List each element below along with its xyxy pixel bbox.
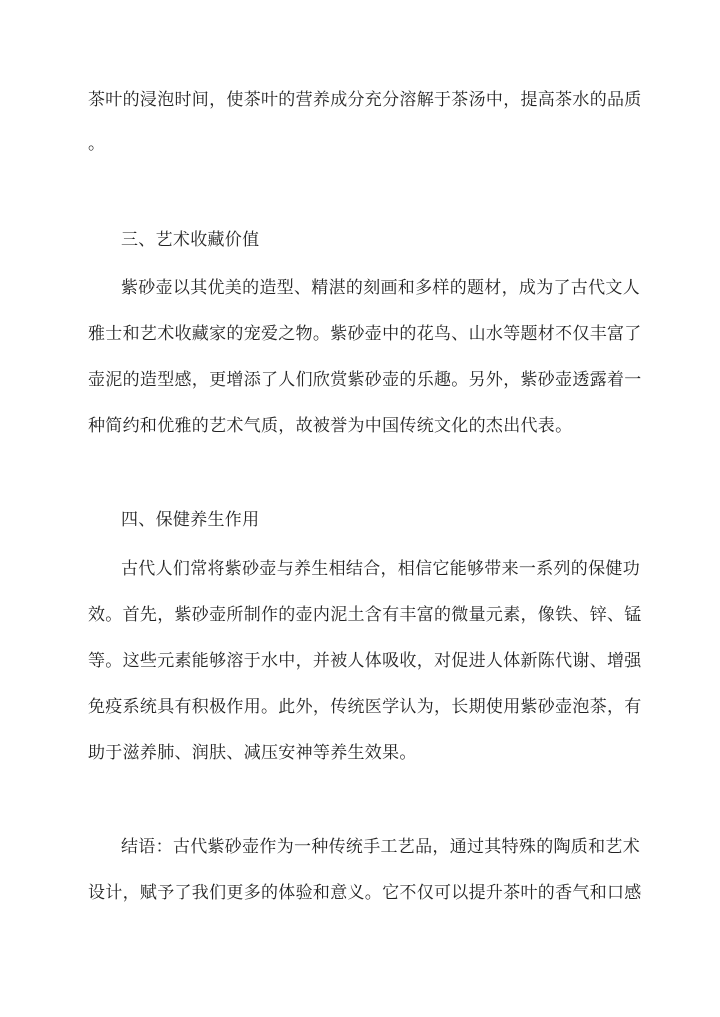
paragraph-line: 设计，赋予了我们更多的体验和意义。它不仅可以提升茶叶的香气和口感	[88, 883, 642, 903]
section-heading: 三、艺术收藏价值	[121, 230, 260, 250]
paragraph-line: 壶泥的造型感，更增添了人们欣赏紫砂壶的乐趣。另外，紫砂壶透露着一	[88, 370, 642, 390]
paragraph-line: 免疫系统具有积极作用。此外，传统医学认为，长期使用紫砂壶泡茶，有	[88, 697, 642, 717]
section-heading: 四、保健养生作用	[121, 510, 260, 530]
paragraph-line: 古代人们常将紫砂壶与养生相结合，相信它能够带来一系列的保健功	[121, 559, 640, 579]
paragraph-line: 紫砂壶以其优美的造型、精湛的刻画和多样的题材，成为了古代文人	[121, 278, 640, 298]
paragraph-line: 。	[88, 134, 106, 154]
paragraph-line: 雅士和艺术收藏家的宠爱之物。紫砂壶中的花鸟、山水等题材不仅丰富了	[88, 324, 642, 344]
paragraph-line: 结语：古代紫砂壶作为一种传统手工艺品，通过其特殊的陶质和艺术	[121, 837, 640, 857]
paragraph-line: 等。这些元素能够溶于水中，并被人体吸收，对促进人体新陈代谢、增强	[88, 651, 642, 671]
paragraph-line: 茶叶的浸泡时间，使茶叶的营养成分充分溶解于茶汤中，提高茶水的品质	[88, 90, 642, 110]
paragraph-line: 效。首先，紫砂壶所制作的壶内泥土含有丰富的微量元素，像铁、锌、锰	[88, 605, 642, 625]
paragraph-line: 种简约和优雅的艺术气质，故被誉为中国传统文化的杰出代表。	[88, 416, 573, 436]
paragraph-line: 助于滋养肺、润肤、减压安神等养生效果。	[88, 743, 417, 763]
